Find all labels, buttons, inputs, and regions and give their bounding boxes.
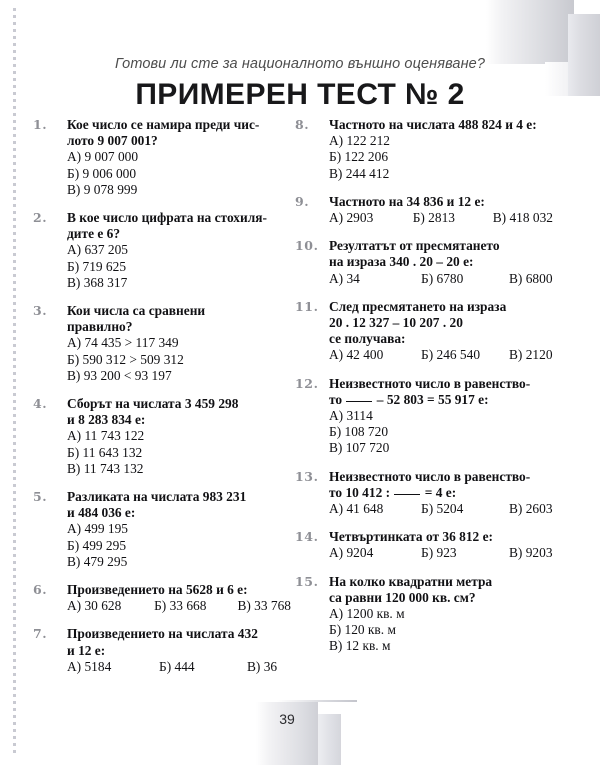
question-text: Разликата на числата 983 231 и 484 036 е: [67, 489, 247, 521]
option-row [67, 598, 291, 614]
question-options [329, 501, 553, 517]
question-number: 2. [33, 210, 48, 226]
question-number: 7. [33, 626, 48, 642]
option-choice[interactable]: А) 11 743 122 [67, 428, 145, 444]
option-choice[interactable]: А) 499 195 [67, 521, 128, 537]
left-margin-dotted-rule [13, 8, 16, 757]
answer-blank [346, 401, 372, 402]
option-choice[interactable]: Б) 444 [159, 658, 195, 674]
option-choice[interactable]: А) 74 435 > 117 349 [67, 335, 179, 351]
question-number: 4. [33, 396, 48, 412]
option-choice[interactable]: В) 368 317 [67, 274, 128, 290]
option-choice[interactable]: В) 9 078 999 [67, 181, 138, 197]
option-choice[interactable]: В) 36 [247, 658, 278, 674]
option-choice[interactable]: А) 637 205 [67, 242, 128, 258]
option-choice[interactable]: Б) 33 668 [154, 598, 207, 614]
question-options [67, 659, 291, 675]
question-item [295, 469, 553, 518]
question-number: 9. [295, 193, 310, 209]
question-number: 3. [33, 303, 48, 319]
questions-column-left [33, 117, 291, 687]
question-body [67, 210, 291, 291]
question-number: 11. [295, 298, 319, 314]
question-body [329, 469, 553, 518]
option-choice[interactable]: А) 3114 [329, 408, 373, 424]
question-body [329, 299, 553, 364]
question-options [329, 545, 553, 561]
question-text: Неизвестното число в равенство- то – 52 803 = 55 917 е: [329, 375, 531, 407]
page-title: ПРИМЕРЕН ТЕСТ № 2 [135, 78, 465, 111]
question-text: Сборът на числата 3 459 298 и 8 283 834 е: [67, 396, 239, 428]
page-subtitle: Готови ли сте за националното външно оценяване? [115, 56, 485, 72]
question-text: Четвъртинката от 36 812 е: [329, 529, 493, 545]
option-choice[interactable]: А) 2903 [329, 210, 374, 226]
question-number: 13. [295, 468, 319, 484]
question-text: Частното на числата 488 824 и 4 е: [329, 117, 537, 132]
question-item [33, 210, 291, 291]
option-choice[interactable]: В) 2603 [509, 501, 553, 517]
question-options [67, 598, 291, 614]
question-options [329, 210, 553, 226]
corner-decoration-block-primary [486, 0, 574, 64]
question-text: Частното на 34 836 и 12 е: [329, 193, 485, 209]
question-text: В кое число цифрата на стохиля- дите е 6? [67, 210, 267, 242]
question-body [67, 117, 291, 198]
option-choice[interactable]: А) 9204 [329, 545, 374, 561]
question-item [33, 626, 291, 675]
option-choice[interactable]: Б) 122 206 [329, 149, 389, 165]
option-choice[interactable]: Б) 2813 [412, 210, 455, 226]
page-number: 39 [279, 711, 295, 727]
option-choice[interactable]: Б) 6780 [421, 270, 464, 286]
option-row [329, 501, 553, 517]
option-choice[interactable]: В) 93 200 < 93 197 [67, 367, 172, 383]
question-number: 10. [295, 238, 319, 254]
option-choice[interactable]: Б) 499 295 [67, 537, 127, 553]
option-row [329, 545, 553, 561]
question-item [295, 194, 553, 226]
option-choice[interactable]: Б) 590 312 > 509 312 [67, 351, 184, 367]
question-body [67, 582, 291, 614]
question-options [67, 149, 291, 198]
option-choice[interactable]: Б) 11 643 132 [67, 444, 143, 460]
option-choice[interactable]: Б) 923 [421, 545, 457, 561]
question-text: Кои числа са сравнени правилно? [67, 303, 206, 335]
question-number: 6. [33, 582, 48, 598]
option-choice[interactable]: Б) 246 540 [421, 347, 481, 363]
question-text: На колко квадратни метра са равни 120 000 кв. см? [329, 573, 493, 605]
question-text: Произведението на 5628 и 6 е: [67, 582, 248, 598]
question-number: 1. [33, 117, 48, 132]
option-row [329, 347, 553, 363]
option-choice[interactable]: Б) 120 кв. м [329, 622, 396, 638]
option-choice[interactable]: В) 11 743 132 [67, 460, 144, 476]
question-body [67, 489, 291, 570]
option-choice[interactable]: В) 418 032 [492, 210, 553, 226]
option-choice[interactable]: А) 42 400 [329, 347, 384, 363]
option-choice[interactable]: Б) 719 625 [67, 258, 127, 274]
question-options [329, 347, 553, 363]
footer-decoration-secondary [317, 714, 341, 765]
answer-blank [394, 494, 420, 495]
option-choice[interactable]: В) 244 412 [329, 165, 390, 181]
question-item [295, 299, 553, 364]
question-item [295, 117, 553, 182]
question-body [329, 117, 553, 182]
option-choice[interactable]: В) 2120 [509, 347, 553, 363]
question-item [295, 574, 553, 655]
question-options [329, 133, 553, 182]
question-options [67, 335, 291, 384]
option-choice[interactable]: А) 9 007 000 [67, 149, 139, 165]
option-choice[interactable]: А) 34 [329, 270, 360, 286]
question-number: 12. [295, 375, 319, 391]
option-choice[interactable]: В) 12 кв. м [329, 638, 391, 654]
question-item [33, 582, 291, 614]
question-body [329, 376, 553, 457]
question-body [67, 303, 291, 384]
question-body [329, 529, 553, 561]
option-choice[interactable]: А) 5184 [67, 658, 112, 674]
question-item [295, 529, 553, 561]
question-number: 14. [295, 529, 319, 545]
question-body [67, 396, 291, 477]
option-choice[interactable]: В) 33 768 [237, 598, 291, 614]
questions-column-right [295, 117, 553, 667]
option-choice[interactable]: В) 6800 [509, 270, 553, 286]
option-choice[interactable]: Б) 9 006 000 [67, 165, 137, 181]
option-choice[interactable]: А) 122 212 [329, 133, 390, 149]
question-options [329, 408, 553, 457]
option-choice[interactable]: Б) 108 720 [329, 424, 389, 440]
question-text: Кое число се намира преди чис- лото 9 007 001? [67, 117, 260, 149]
question-body [329, 574, 553, 655]
question-options [67, 242, 291, 291]
question-options [329, 271, 553, 287]
option-choice[interactable]: А) 41 648 [329, 501, 384, 517]
question-options [329, 606, 553, 655]
question-number: 15. [295, 573, 319, 589]
option-choice[interactable]: В) 479 295 [67, 553, 128, 569]
question-item [33, 303, 291, 384]
question-options [67, 428, 291, 477]
question-item [33, 489, 291, 570]
question-text: Произведението на числата 432 и 12 е: [67, 626, 258, 658]
option-row [329, 271, 553, 287]
question-item [33, 117, 291, 198]
question-options [67, 521, 291, 570]
question-body [67, 626, 291, 675]
option-choice[interactable]: Б) 5204 [421, 501, 464, 517]
question-item [295, 376, 553, 457]
question-item [295, 238, 553, 287]
option-choice[interactable]: А) 1200 кв. м [329, 606, 405, 622]
question-number: 5. [33, 489, 48, 505]
question-text: Неизвестното число в равенство- то 10 412 : = 4 е: [329, 468, 531, 500]
option-choice[interactable]: А) 30 628 [67, 598, 122, 614]
question-item [33, 396, 291, 477]
option-row [329, 210, 553, 226]
question-number: 8. [295, 117, 310, 132]
question-body [329, 238, 553, 287]
question-body [329, 194, 553, 226]
option-choice[interactable]: В) 9203 [509, 545, 553, 561]
question-text: След пресмятането на израза 20 . 12 327 – 10 207 . 20 се получава: [329, 298, 507, 347]
option-choice[interactable]: В) 107 720 [329, 440, 390, 456]
question-text: Резултатът от пресмятането на израза 340 . 20 – 20 е: [329, 238, 500, 270]
option-row [67, 659, 291, 675]
